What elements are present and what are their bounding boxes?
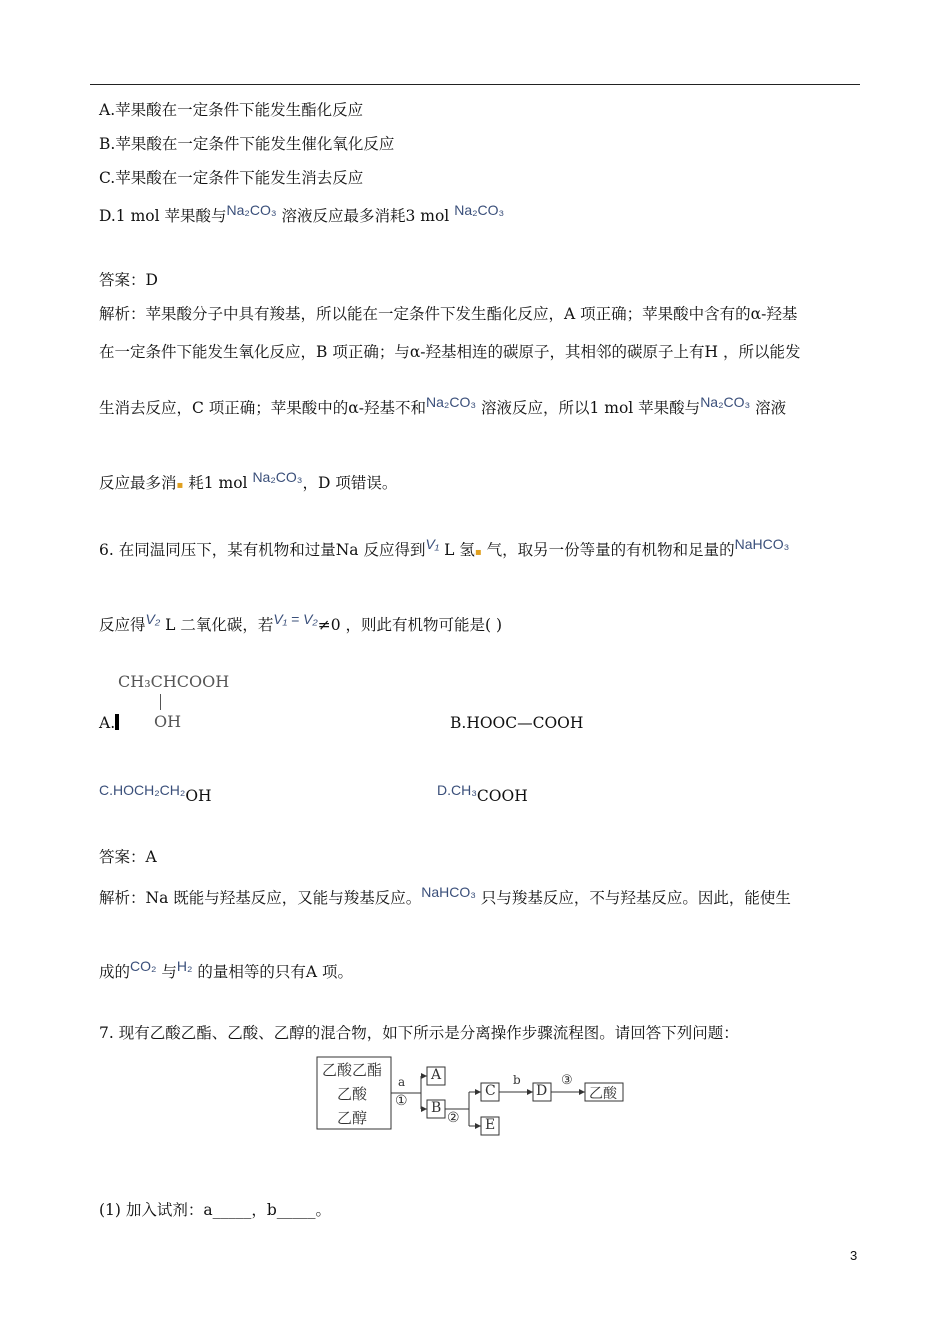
v1-symbol: V₁ [425, 536, 440, 552]
na2co3-formula: Na₂CO₃ [426, 394, 477, 410]
flow-box-d: D [536, 1083, 548, 1099]
text: 解析：Na 既能与羟基反应，又能与羧基反应。 [99, 889, 422, 907]
flow-step-2: ② [447, 1110, 460, 1126]
h2-formula: H₂ [176, 958, 193, 974]
separation-flowchart [315, 1055, 627, 1139]
text: 生消去反应，C 项正确；苹果酸中的α-羟基不和 [99, 399, 426, 417]
q6-stem-line-1 [99, 536, 790, 563]
text: 溶液反应，所以1 mol 苹果酸与 [476, 399, 701, 417]
text: COOH [476, 787, 528, 805]
nahco3-formula: NaHCO₃ [421, 884, 476, 900]
na2co3-formula: Na₂CO₃ [700, 394, 751, 410]
dot-mark: ▪ [176, 480, 184, 491]
na2co3-formula: Na₂CO₃ [454, 202, 505, 218]
text: L 二氧化碳，若 [160, 616, 274, 634]
structure-hydroxyl: OH [154, 712, 182, 731]
cursor-mark [115, 714, 119, 730]
text: L 氢 [439, 541, 475, 559]
text: ≠0 ，则此有机物可能是( ) [317, 616, 503, 634]
text: 成的 [99, 963, 131, 981]
q5-explanation-line-3 [99, 394, 787, 418]
q5-option-b: B.苹果酸在一定条件下能发生催化氧化反应 [99, 135, 395, 153]
q6-stem-line-2 [99, 611, 503, 635]
header-rule [90, 84, 860, 85]
flow-box-c: C [485, 1083, 496, 1099]
page-number: 3 [850, 1248, 858, 1263]
flow-start-ethyl-acetate: 乙酸乙酯 [322, 1061, 383, 1079]
q5-explanation-line-2: 在一定条件下能发生氧化反应，B 项正确；与α-羟基相连的碳原子，其相邻的碳原子上有H ，所以能发 [99, 343, 801, 361]
structure-main-chain: CH₃CHCOOH [118, 672, 230, 691]
flow-end-acetic-acid: 乙酸 [589, 1086, 617, 1102]
co2-formula: CO₂ [130, 958, 157, 974]
flow-box-b: B [431, 1100, 442, 1116]
text: ，D 项错误。 [302, 474, 398, 492]
text: OH [185, 787, 212, 805]
flow-step-1: ① [395, 1093, 408, 1109]
q5-explanation-line-4 [99, 469, 398, 496]
q6-explanation-line-1 [99, 884, 791, 908]
q5-option-d-text-2: 溶液反应最多消耗3 mol [276, 207, 455, 225]
na2co3-formula: Na₂CO₃ [226, 202, 277, 218]
text: C.HOCH₂CH₂ [99, 782, 186, 798]
text: 的量相等的只有A 项。 [192, 963, 353, 981]
q6-explanation-line-2 [99, 958, 353, 982]
text: 气，取另一份等量的有机物和足量的 [481, 541, 735, 559]
q6-option-c [99, 782, 212, 806]
dot-mark: ▪ [474, 547, 482, 558]
text: 6. 在同温同压下，某有机物和过量Na 反应得到 [99, 541, 426, 559]
text: 反应最多消 [99, 474, 177, 492]
q5-option-a: A.苹果酸在一定条件下能发生酯化反应 [99, 101, 364, 119]
nahco3-formula: NaHCO₃ [734, 536, 790, 552]
v-equality: V₁ = V₂ [273, 611, 318, 627]
structure-bond [160, 694, 161, 710]
flow-step-3: ③ [561, 1073, 573, 1088]
lactic-acid-structure [118, 672, 230, 731]
flow-start-ethanol: 乙醇 [337, 1109, 368, 1127]
q5-option-d-text: D.1 mol 苹果酸与 [99, 207, 227, 225]
flow-box-a: A [431, 1067, 442, 1083]
flow-box-e: E [485, 1117, 496, 1133]
flow-start-acetic-acid: 乙酸 [337, 1085, 368, 1103]
text: 与 [156, 963, 177, 981]
text: D.CH₃ [437, 782, 477, 798]
q5-option-c: C.苹果酸在一定条件下能发生消去反应 [99, 169, 364, 187]
text: 耗1 mol [183, 474, 253, 492]
text: 溶液 [750, 399, 787, 417]
q6-option-d [437, 782, 528, 806]
flow-label-a: a [398, 1075, 406, 1089]
na2co3-formula: Na₂CO₃ [252, 469, 303, 485]
q5-answer: 答案：D [99, 271, 158, 289]
q6-option-a [99, 713, 119, 733]
text: A. [99, 714, 116, 732]
text: 反应得 [99, 616, 146, 634]
q6-option-b: B.HOOC—COOH [450, 714, 584, 732]
text: 只与羧基反应，不与羟基反应。因此，能使生 [475, 889, 791, 907]
q6-answer: 答案：A [99, 848, 157, 866]
v2-symbol: V₂ [145, 611, 161, 627]
flow-label-b: b [513, 1073, 521, 1087]
q5-option-d [99, 202, 505, 226]
q7-subquestion-1: (1) 加入试剂：a_____，b_____。 [99, 1201, 332, 1219]
q5-explanation-line-1: 解析：苹果酸分子中具有羧基，所以能在一定条件下发生酯化反应，A 项正确；苹果酸中含有的α-羟基 [99, 305, 798, 323]
q7-stem: 7. 现有乙酸乙酯、乙酸、乙醇的混合物，如下所示是分离操作步骤流程图。请回答下列问题： [99, 1024, 739, 1042]
